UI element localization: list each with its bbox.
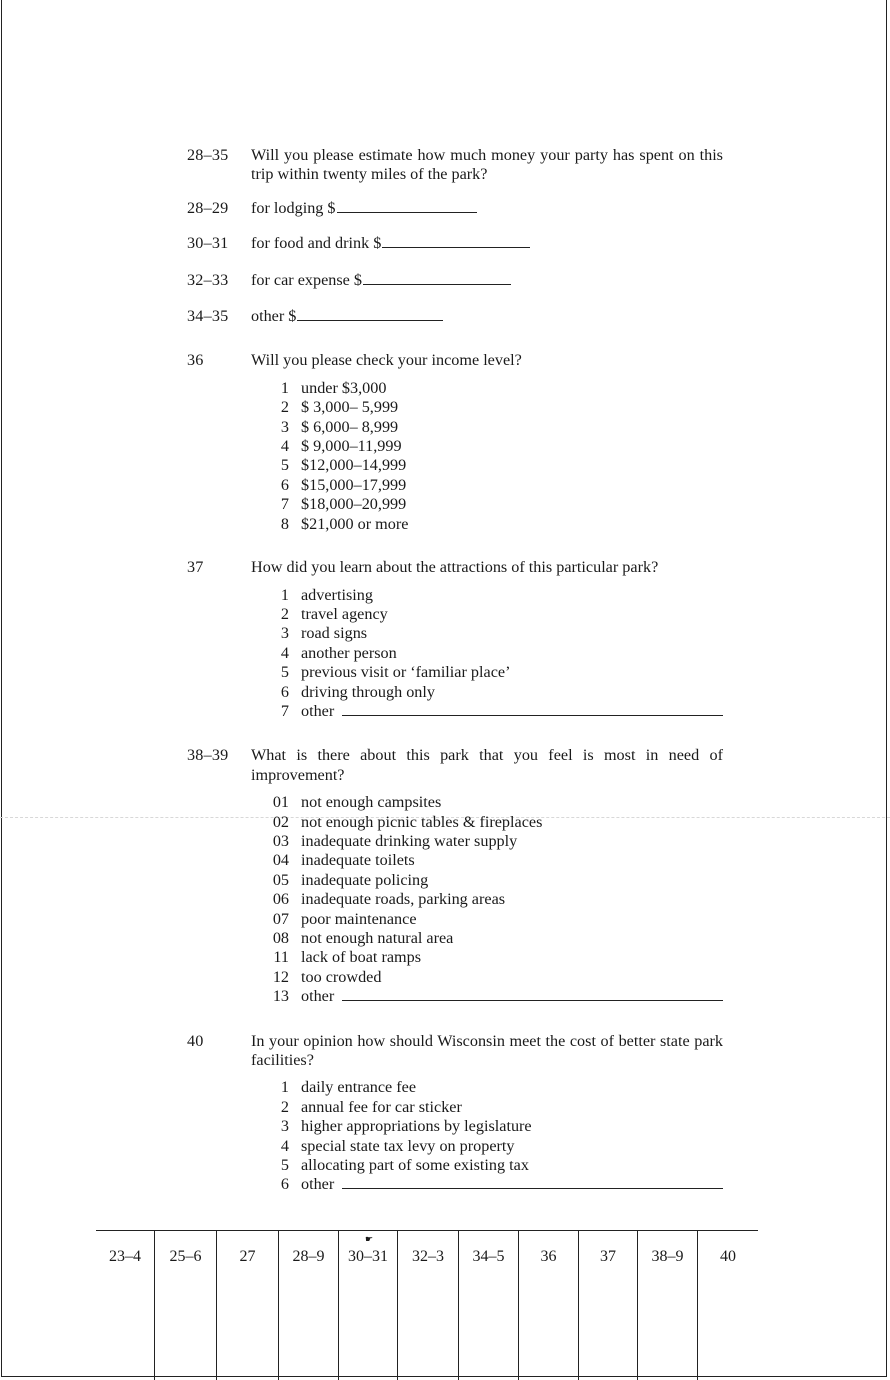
question-code: 28–35 — [187, 146, 229, 164]
option-number: 1 — [280, 1078, 289, 1097]
questionnaire — [187, 146, 723, 1195]
option-number: 3 — [280, 624, 289, 643]
question-text: How did you learn about the attractions of this particular park? — [251, 558, 659, 577]
question-text: What is there about this park that you feel is most in need of improvement? — [251, 746, 723, 784]
option-label: inadequate toilets — [301, 851, 415, 870]
option-label: under $3,000 — [301, 378, 387, 397]
item-code: 34–35 — [187, 307, 229, 326]
option-number: 7 — [280, 701, 289, 720]
question-code: 37 — [187, 558, 204, 577]
question-improve — [187, 746, 723, 785]
option-number: 02 — [272, 812, 289, 831]
option-number: 5 — [280, 1156, 289, 1175]
option-label: poor maintenance — [301, 909, 417, 928]
learn-option-other[interactable] — [265, 702, 723, 721]
learn-option[interactable] — [265, 644, 723, 663]
option-label: other — [301, 1175, 335, 1194]
option-number: 1 — [280, 378, 289, 397]
option-number: 12 — [272, 967, 289, 986]
money-item-lodging — [187, 199, 723, 218]
option-number: 06 — [272, 890, 289, 909]
code-cell[interactable] — [279, 1231, 339, 1380]
improve-option[interactable] — [265, 813, 723, 832]
improve-option[interactable] — [265, 968, 723, 987]
code-cell[interactable] — [339, 1231, 398, 1380]
improve-option-other[interactable] — [265, 987, 723, 1006]
question-code: 36 — [187, 351, 204, 370]
improve-option[interactable] — [265, 832, 723, 851]
option-number: 03 — [272, 831, 289, 850]
cost-options — [265, 1078, 723, 1194]
option-label: travel agency — [301, 604, 388, 623]
code-cell-label: 32–3 — [412, 1248, 444, 1265]
option-label: $ 3,000– 5,999 — [301, 398, 399, 417]
option-number: 11 — [273, 948, 289, 967]
question-income — [187, 351, 723, 370]
option-number: 01 — [272, 793, 289, 812]
option-label: $ 6,000– 8,999 — [301, 417, 399, 436]
cost-option[interactable] — [265, 1078, 723, 1097]
item-label: for lodging $ — [251, 198, 336, 217]
code-cell-label: 23–4 — [109, 1248, 141, 1265]
food-amount-field[interactable] — [382, 234, 530, 248]
code-cell[interactable] — [698, 1231, 758, 1380]
money-item-other — [187, 307, 723, 326]
code-cell-label: 28–9 — [292, 1248, 325, 1265]
option-label: daily entrance fee — [301, 1078, 417, 1097]
code-cell[interactable] — [96, 1231, 155, 1380]
option-label: other — [301, 701, 335, 720]
income-option[interactable] — [265, 476, 723, 495]
improve-option[interactable] — [265, 871, 723, 890]
code-cell[interactable] — [638, 1231, 698, 1380]
question-code: 40 — [187, 1031, 204, 1050]
money-item-car — [187, 271, 723, 290]
learn-option[interactable] — [265, 586, 723, 605]
option-number: 1 — [280, 585, 289, 604]
cost-other-field[interactable] — [342, 1175, 723, 1189]
item-code: 32–33 — [187, 270, 229, 289]
option-label: $18,000–20,999 — [301, 495, 407, 514]
code-cell[interactable] — [519, 1231, 579, 1380]
income-option[interactable] — [265, 398, 723, 417]
option-label: too crowded — [301, 967, 382, 986]
item-label: other $ — [251, 307, 297, 326]
option-number: 05 — [272, 870, 289, 889]
income-option[interactable] — [265, 456, 723, 475]
cost-option-other[interactable] — [265, 1175, 723, 1194]
question-text: Will you please estimate how much money your party has spent on this trip within twenty miles of the park? — [251, 146, 723, 184]
question-text: Will you please check your income level? — [251, 351, 522, 370]
option-label: previous visit or ‘familiar place’ — [301, 663, 511, 682]
option-label: inadequate drinking water supply — [301, 831, 518, 850]
item-code: 30–31 — [187, 234, 229, 253]
code-table — [96, 1230, 758, 1380]
option-number: 6 — [280, 475, 289, 494]
improve-option[interactable] — [265, 929, 723, 948]
improve-options — [265, 793, 723, 1006]
option-number: 6 — [280, 1175, 289, 1194]
option-number: 13 — [272, 987, 289, 1006]
option-number: 3 — [280, 1117, 289, 1136]
code-cell[interactable] — [217, 1231, 279, 1380]
option-label: not enough natural area — [301, 929, 454, 947]
learn-option[interactable] — [265, 663, 723, 682]
option-label: special state tax levy on property — [301, 1136, 515, 1155]
option-label: other — [301, 987, 335, 1006]
learn-option[interactable] — [265, 605, 723, 624]
code-cell[interactable] — [155, 1231, 217, 1380]
question-code: 38–39 — [187, 746, 229, 765]
option-label: driving through only — [301, 682, 435, 701]
option-label: $21,000 or more — [301, 514, 409, 533]
code-cell-label: 30–31 — [348, 1248, 388, 1265]
improve-option[interactable] — [265, 910, 723, 929]
option-number: 5 — [280, 456, 289, 475]
option-number: 4 — [280, 643, 289, 662]
option-number: 4 — [280, 437, 289, 456]
money-item-food — [187, 234, 723, 253]
code-cell-label: 34–5 — [472, 1248, 505, 1265]
option-number: 04 — [272, 851, 289, 870]
option-number: 08 — [272, 929, 289, 947]
other-amount-field[interactable] — [297, 307, 443, 321]
option-label: higher appropriations by legislature — [301, 1117, 532, 1136]
code-cell[interactable] — [398, 1231, 459, 1380]
question-learn — [187, 558, 723, 577]
option-number: 8 — [280, 514, 289, 533]
option-label: $ 9,000–11,999 — [301, 437, 402, 456]
car-amount-field[interactable] — [363, 271, 511, 285]
question-cost — [187, 1032, 723, 1071]
option-number: 7 — [280, 495, 289, 514]
option-label: inadequate policing — [301, 870, 429, 889]
improve-option[interactable] — [265, 890, 723, 909]
learn-option[interactable] — [265, 683, 723, 702]
cost-option[interactable] — [265, 1156, 723, 1175]
cost-option[interactable] — [265, 1137, 723, 1156]
code-cell[interactable] — [579, 1231, 638, 1380]
option-number: 2 — [280, 398, 289, 417]
pointing-hand-icon: ☛ — [365, 1234, 374, 1244]
option-label: advertising — [301, 585, 373, 604]
item-code: 28–29 — [187, 198, 229, 217]
income-option[interactable] — [265, 437, 723, 456]
option-number: 2 — [280, 1097, 289, 1116]
cost-option[interactable] — [265, 1098, 723, 1117]
code-cell-label: 36 — [540, 1248, 557, 1265]
learn-other-field[interactable] — [342, 702, 723, 716]
question-money — [187, 146, 723, 185]
code-cell-label: 37 — [600, 1248, 616, 1265]
code-cell-label: 40 — [720, 1248, 736, 1265]
income-option[interactable] — [265, 495, 723, 514]
income-options — [265, 379, 723, 534]
option-number: 5 — [280, 663, 289, 682]
learn-option[interactable] — [265, 624, 723, 643]
option-label: another person — [301, 643, 397, 662]
option-label: $12,000–14,999 — [301, 456, 407, 475]
income-option[interactable] — [265, 379, 723, 398]
option-number: 4 — [280, 1136, 289, 1155]
option-label: $15,000–17,999 — [301, 475, 407, 494]
income-option[interactable] — [265, 515, 723, 534]
item-label: for food and drink $ — [251, 234, 382, 253]
code-cell[interactable] — [459, 1231, 519, 1380]
learn-options — [265, 586, 723, 722]
option-label: not enough picnic tables & fireplaces — [301, 812, 543, 831]
improve-option[interactable] — [265, 948, 723, 967]
cost-option[interactable] — [265, 1117, 723, 1136]
income-option[interactable] — [265, 418, 723, 437]
question-text: In your opinion how should Wisconsin meet the cost of better state park facilities? — [251, 1031, 723, 1070]
option-label: road signs — [301, 624, 368, 643]
option-label: annual fee for car sticker — [301, 1097, 462, 1116]
option-number: 2 — [280, 604, 289, 623]
lodging-amount-field[interactable] — [337, 199, 477, 213]
option-number: 6 — [280, 682, 289, 701]
option-label: inadequate roads, parking areas — [301, 890, 506, 909]
improve-option[interactable] — [265, 793, 723, 812]
item-label: for car expense $ — [251, 270, 363, 289]
option-label: allocating part of some existing tax — [301, 1156, 529, 1175]
option-label: lack of boat ramps — [301, 948, 422, 967]
option-label: not enough campsites — [301, 793, 442, 812]
option-number: 3 — [280, 417, 289, 436]
code-cell-label: 27 — [239, 1248, 256, 1265]
improve-other-field[interactable] — [342, 987, 723, 1001]
improve-option[interactable] — [265, 851, 723, 870]
code-cell-label: 38–9 — [651, 1248, 684, 1265]
option-number: 07 — [272, 909, 289, 928]
code-cell-label: 25–6 — [169, 1248, 202, 1265]
